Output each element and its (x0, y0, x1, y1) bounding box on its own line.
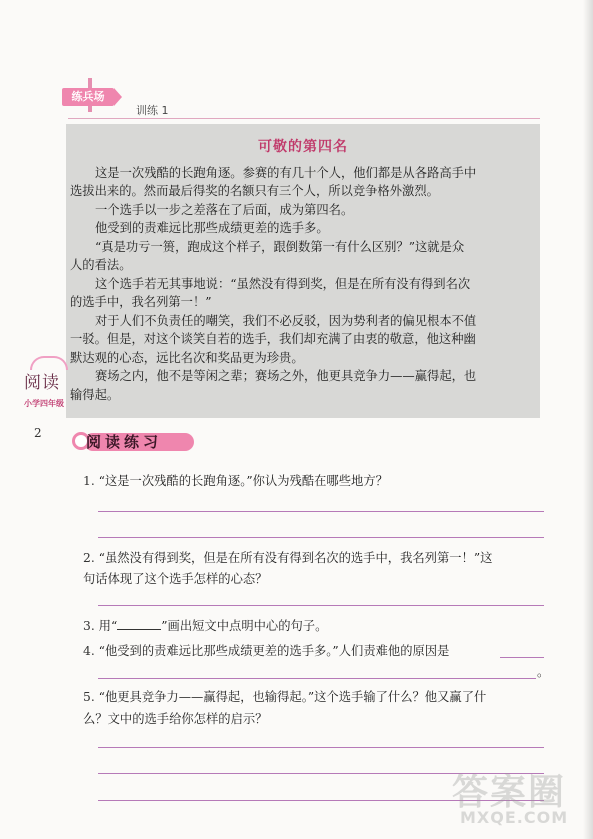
exercise-banner-title: 阅读练习 (86, 433, 163, 451)
question-2-continued: 句话体现了这个选手怎样的心态？ (83, 572, 268, 586)
answer-line[interactable] (98, 511, 544, 512)
header-divider (68, 118, 540, 119)
side-tab-label: 阅读 (24, 373, 60, 393)
passage-line: 默达观的心态，远比名次和奖品更为珍贵。 (70, 351, 304, 365)
passage-line: 赛场之内，他不是等闲之辈；赛场之外，他更具竞争力——赢得起，也 (95, 369, 477, 383)
passage-line: 对于人们不负责任的嘲笑，我们不必反驳，因为势利者的偏见根本不值 (95, 314, 477, 328)
question-1 (83, 470, 388, 492)
answer-line[interactable] (98, 747, 544, 748)
passage-line: 一驳。但是，对这个谈笑自若的选手，我们却充满了由衷的敬意，他这种幽 (70, 332, 476, 346)
passage-line: 人的看法。 (70, 258, 132, 272)
inline-blank (117, 617, 161, 630)
signpost-label: 练兵场 (62, 88, 114, 106)
watermark-logo (442, 764, 582, 830)
reading-passage (66, 124, 540, 418)
page-edge-shadow (583, 0, 593, 839)
passage-line: 这个选手若无其事地说：“虽然没有得到奖，但是在所有没有得到名次 (95, 277, 471, 291)
question-text: “这是一次残酷的长跑角逐。”你认为残酷在哪些地方？ (98, 474, 388, 488)
question-text: “他受到的责难远比那些成绩更差的选手多。”人们责难他的原因是 (98, 644, 450, 658)
watermark-cn: 答案圈 (452, 771, 567, 813)
exercise-banner (72, 430, 200, 454)
lesson-label: 训练 1 (136, 104, 169, 117)
question-number: 4. (83, 644, 95, 658)
question-5 (83, 686, 486, 708)
page-number: 2 (34, 426, 42, 440)
passage-title: 可敬的第四名 (258, 139, 348, 155)
side-tab-grade: 小学四年级 (24, 399, 64, 408)
question-3 (83, 615, 327, 637)
question-text-suffix: ”画出短文中点明中心的句子。 (161, 619, 328, 633)
question-5-continued: 么？文中的选手给你怎样的启示？ (83, 712, 268, 726)
signpost-icon (62, 78, 118, 106)
question-2 (83, 547, 492, 569)
passage-line: 一个选手以一步之差落在了后面，成为第四名。 (95, 203, 354, 217)
passage-line: “真是功亏一篑，跑成这个样子，跟倒数第一有什么区别？”这就是众 (95, 240, 465, 254)
watermark-en: MXQE.COM (460, 808, 569, 827)
passage-line: 输得起。 (70, 388, 120, 402)
passage-line: 的选手中，我名列第一！” (70, 295, 212, 309)
passage-line: 这是一次残酷的长跑角逐。参赛的有几十个人，他们都是从各路高手中 (95, 166, 477, 180)
question-text: “虽然没有得到奖，但是在所有没有得到名次的选手中，我名列第一！”这 (98, 551, 493, 565)
passage-line: 选拔出来的。然而最后得奖的名额只有三个人，所以竞争格外激烈。 (70, 184, 439, 198)
question-4 (83, 640, 449, 662)
answer-line[interactable] (98, 605, 544, 606)
answer-line[interactable] (98, 678, 536, 679)
side-tab (18, 356, 76, 418)
passage-line: 他受到的责难远比那些成绩更差的选手多。 (95, 221, 329, 235)
question-number: 1. (83, 474, 95, 488)
question-number: 3. (83, 619, 95, 633)
question-text: “他更具竞争力——赢得起，也输得起。”这个选手输了什么？他又赢了什 (98, 690, 487, 704)
question-number: 5. (83, 690, 95, 704)
question-4-end-mark: 。 (537, 665, 550, 679)
answer-line[interactable] (500, 657, 544, 658)
question-text-prefix: 用“ (98, 619, 118, 633)
question-number: 2. (83, 551, 95, 565)
answer-line[interactable] (98, 537, 544, 538)
